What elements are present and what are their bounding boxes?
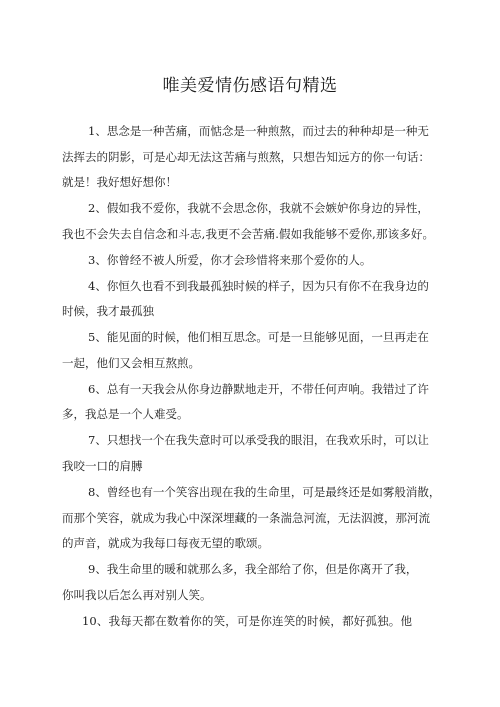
paragraph-line: 1、思念是一种苦痛，而惦念是一种煎熬，而过去的种种却是一种无 (88, 124, 429, 138)
paragraph-line: 一起，他们又会相互熬煎。 (62, 356, 200, 370)
paragraph-line: 9、我生命里的暖和就那么多，我全部给了你，但是你离开了我， (88, 562, 418, 576)
paragraph-line: 你叫我以后怎么再对别人笑。 (62, 588, 212, 602)
paragraph-line: 法挥去的阴影，可是心却无法这苦痛与煎熬，只想告知远方的你一句话： (62, 150, 430, 164)
paragraph-line: 时候，我才最孤独 (62, 304, 154, 318)
paragraph-line: 就是！我好想好想你！ (62, 175, 177, 189)
paragraph-line: 6、总有一天我会从你身边静默地走开，不带任何声响。我错过了许 (88, 382, 429, 396)
paragraph-line: 的声音，就成为我每口每夜无望的歌颂。 (62, 536, 269, 550)
paragraph-line: 我也不会失去自信念和斗志,我更不会苦痛.假如我能够不爱你,那该多好。 (62, 227, 434, 241)
paragraph-line: 我咬一口的肩膊 (62, 459, 143, 473)
paragraph-line: 8、曾经也有一个笑容出现在我的生命里，可是最终还是如雾般消散， (88, 485, 441, 499)
paragraph-line: 7、只想找一个在我失意时可以承受我的眼泪，在我欢乐时，可以让 (88, 433, 429, 447)
paragraph-line: 3、你曾经不被人所爱，你才会珍惜将来那个爱你的人。 (88, 253, 372, 267)
document-title: 唯美爱情伤感语句精选 (162, 76, 338, 96)
paragraph-line: 4、你恒久也看不到我最孤独时候的样子，因为只有你不在我身边的 (88, 279, 429, 293)
paragraph-line: 多，我总是一个人难受。 (62, 407, 189, 421)
paragraph-line: 5、能见面的时候，他们相互思念。可是一旦能够见面，一旦再走在 (88, 330, 429, 344)
paragraph-line: 2、假如我不爱你，我就不会思念你，我就不会嫉妒你身边的异性， (88, 201, 429, 215)
paragraph-line: 而那个笑容，就成为我心中深深埋藏的一条湍急河流，无法泅渡，那河流 (62, 511, 430, 525)
paragraph-line: 10、我每天都在数着你的笑，可是你连笑的时候，都好孤独。他 (82, 614, 412, 628)
